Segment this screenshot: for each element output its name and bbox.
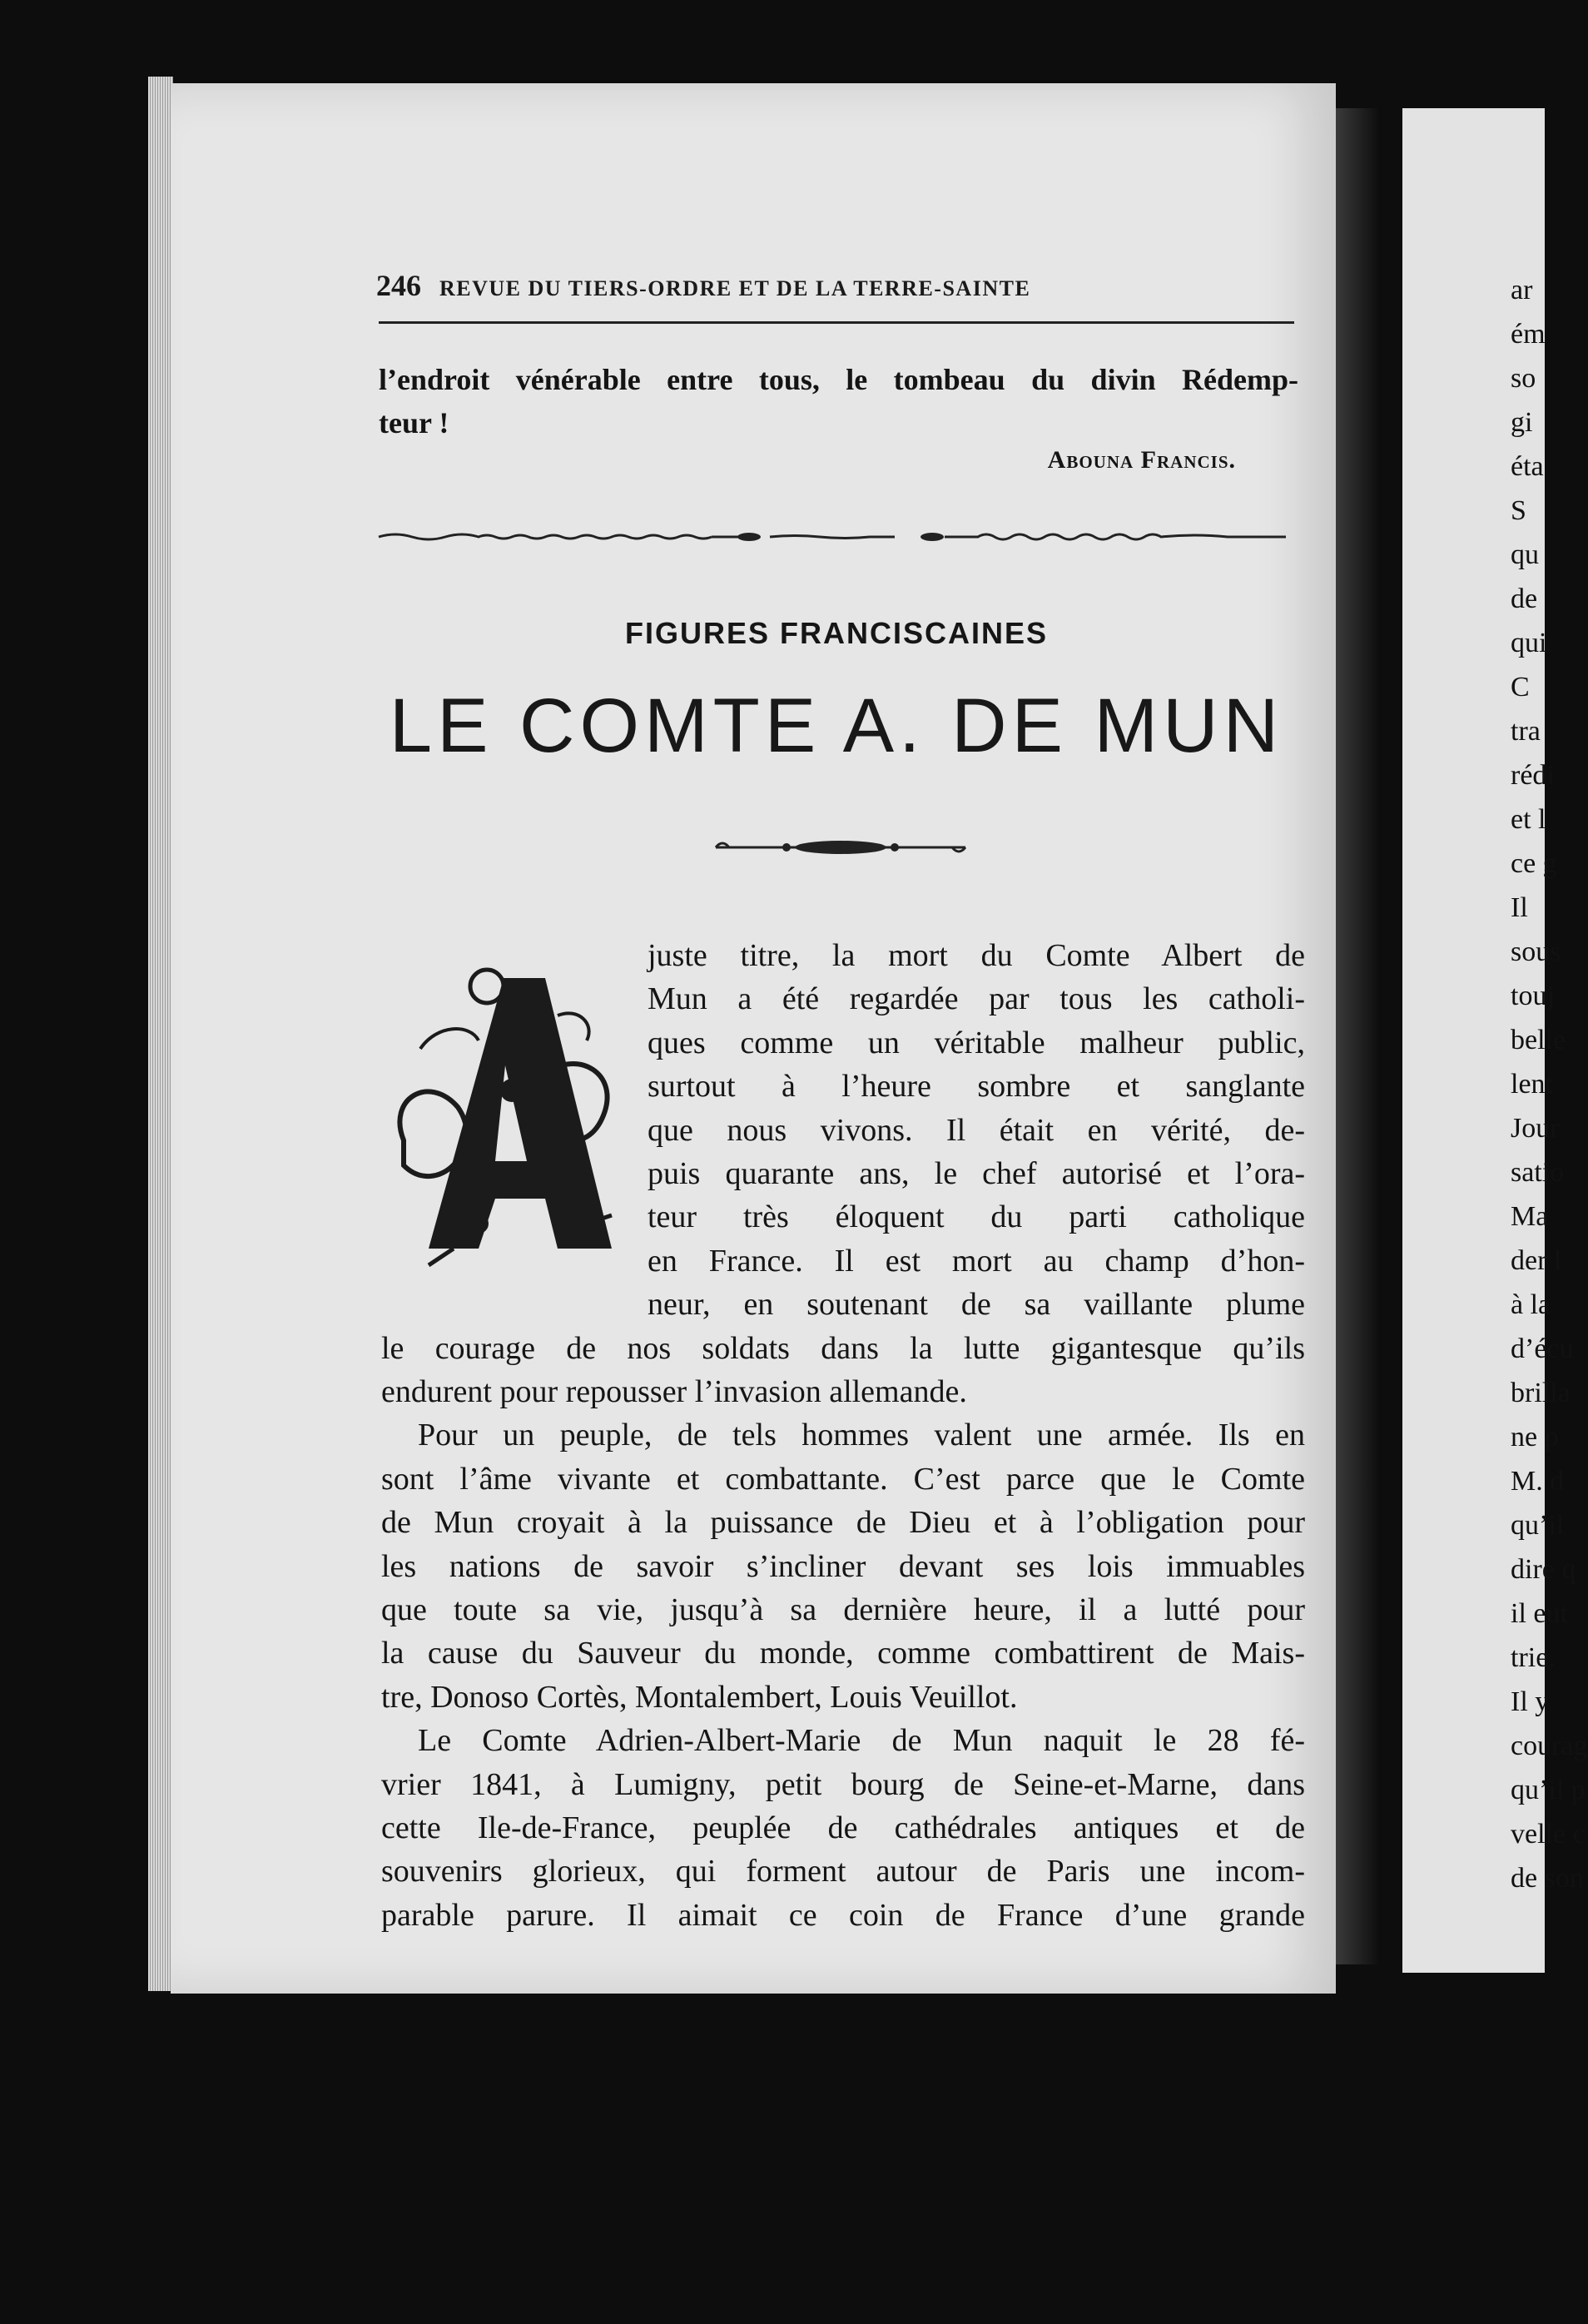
signature: Abouna Francis. xyxy=(1047,446,1236,474)
body-line: Mun a été regardée par tous les catholi- xyxy=(648,981,1305,1017)
right-page-fragment: qu xyxy=(1511,539,1539,570)
body-line: Le Comte Adrien-Albert-Marie de Mun naquit le 28 fé- xyxy=(418,1723,1305,1759)
page-number: 246 xyxy=(376,269,421,302)
right-page-fragment: sous xyxy=(1511,936,1561,967)
title-ornament xyxy=(707,831,974,864)
right-page-fragment: ém xyxy=(1511,319,1546,350)
right-page-fragment: il eut xyxy=(1511,1598,1568,1629)
right-page-fragment: satio xyxy=(1511,1157,1565,1188)
right-page-fragment: à la xyxy=(1511,1289,1551,1320)
right-page-fragment: qu’il xyxy=(1511,1510,1565,1541)
right-page-fragment: de xyxy=(1511,583,1538,614)
right-page-fragment: ce g xyxy=(1511,848,1557,879)
right-page-fragment: Il xyxy=(1511,892,1528,923)
body-line: puis quarante ans, le chef autorisé et l’ora- xyxy=(648,1156,1305,1191)
right-page-fragment: touj xyxy=(1511,981,1555,1011)
right-page-fragment: brilla xyxy=(1511,1378,1571,1408)
right-page-fragment: der l xyxy=(1511,1245,1562,1276)
right-page-fragment: courag xyxy=(1511,1731,1588,1761)
body-line: que nous vivons. Il était en vérité, de- xyxy=(648,1112,1305,1148)
body-line: vrier 1841, à Lumigny, petit bourg de Seine-et-Marne, dans xyxy=(381,1766,1305,1802)
body-line: parable parure. Il aimait ce coin de France d’une grande xyxy=(381,1897,1305,1933)
body-line: tre, Donoso Cortès, Montalembert, Louis Veuillot. xyxy=(381,1679,1018,1715)
journal-title: REVUE DU TIERS-ORDRE ET DE LA TERRE-SAINTE xyxy=(439,276,1031,300)
right-page-fragment: ar xyxy=(1511,275,1533,305)
body-line: Pour un peuple, de tels hommes valent une armée. Ils en xyxy=(418,1418,1305,1453)
header-rule xyxy=(379,321,1294,324)
closing-line: teur ! xyxy=(379,406,449,439)
right-page-fragment: tra xyxy=(1511,716,1541,747)
right-page-fragments xyxy=(1402,108,1588,1973)
right-page-fragment: C xyxy=(1511,672,1530,703)
right-page-fragment: lent xyxy=(1511,1069,1553,1100)
right-page-fragment: éta xyxy=(1511,451,1544,482)
section-heading: FIGURES FRANCISCAINES xyxy=(624,616,1049,650)
body-line: cette Ile-de-France, peuplée de cathédrales antiques et de xyxy=(381,1810,1305,1845)
closing-line: l’endroit vénérable entre tous, le tombeau du divin Rédemp- xyxy=(379,363,1298,396)
body-line: souvenirs glorieux, qui forment autour de Paris une incom- xyxy=(381,1854,1305,1889)
body-line: que toute sa vie, jusqu’à sa dernière heure, il a lutté pour xyxy=(381,1592,1305,1627)
right-page-fragment: M. d xyxy=(1511,1466,1565,1497)
book-gutter xyxy=(1336,108,1382,1964)
right-page-fragment: d’écu xyxy=(1511,1333,1574,1364)
right-page-fragment: dire q xyxy=(1511,1554,1576,1585)
right-page-fragment: Ma xyxy=(1511,1201,1549,1232)
illuminated-initial-A xyxy=(379,949,628,1282)
right-page-fragment: gi xyxy=(1511,407,1533,438)
right-page xyxy=(1402,108,1588,1973)
body-line: en France. Il est mort au champ d’hon- xyxy=(648,1243,1305,1279)
wavy-ornament-rule xyxy=(379,520,1286,554)
right-page-fragment: qu’il p xyxy=(1511,1775,1586,1805)
right-page-fragment: qui xyxy=(1511,628,1547,658)
right-page-fragment: de son xyxy=(1511,1863,1584,1894)
right-page-fragment: ne p xyxy=(1511,1422,1559,1452)
right-page-fragment: velle c xyxy=(1511,1819,1586,1850)
body-line: la cause du Sauveur du monde, comme combattirent de Mais- xyxy=(381,1636,1305,1671)
body-line: sont l’âme vivante et combattante. C’est parce que le Comte xyxy=(381,1461,1305,1497)
body-line: le courage de nos soldats dans la lutte gigantesque qu’ils xyxy=(381,1330,1305,1366)
body-line: ques comme un véritable malheur public, xyxy=(648,1025,1305,1060)
body-line: neur, en soutenant de sa vaillante plume xyxy=(648,1287,1305,1323)
page-edge xyxy=(148,77,173,1991)
body-line: teur très éloquent du parti catholique xyxy=(648,1199,1305,1235)
right-page-fragment: et l xyxy=(1511,804,1546,835)
running-head xyxy=(376,268,1283,303)
body-line: surtout à l’heure sombre et sanglante xyxy=(648,1069,1305,1105)
right-page-fragment: Jour xyxy=(1511,1113,1560,1144)
right-page-fragment: so xyxy=(1511,363,1536,394)
right-page-fragment: Il y xyxy=(1511,1686,1550,1717)
right-page-fragment: rédi xyxy=(1511,760,1555,791)
article-title: LE COMTE A. DE MUN xyxy=(389,683,1284,768)
body-line: endurent pour repousser l’invasion allemande. xyxy=(381,1374,967,1409)
right-page-fragment: trie. xyxy=(1511,1642,1556,1673)
right-page-fragment: belle xyxy=(1511,1025,1566,1055)
body-line: de Mun croyait à la puissance de Dieu et à l’obligation pour xyxy=(381,1505,1305,1541)
previous-article-closing xyxy=(379,358,1298,444)
body-line: juste titre, la mort du Comte Albert de xyxy=(648,938,1305,973)
body-line: les nations de savoir s’incliner devant ses lois immuables xyxy=(381,1548,1305,1584)
right-page-fragment: S xyxy=(1511,495,1526,526)
